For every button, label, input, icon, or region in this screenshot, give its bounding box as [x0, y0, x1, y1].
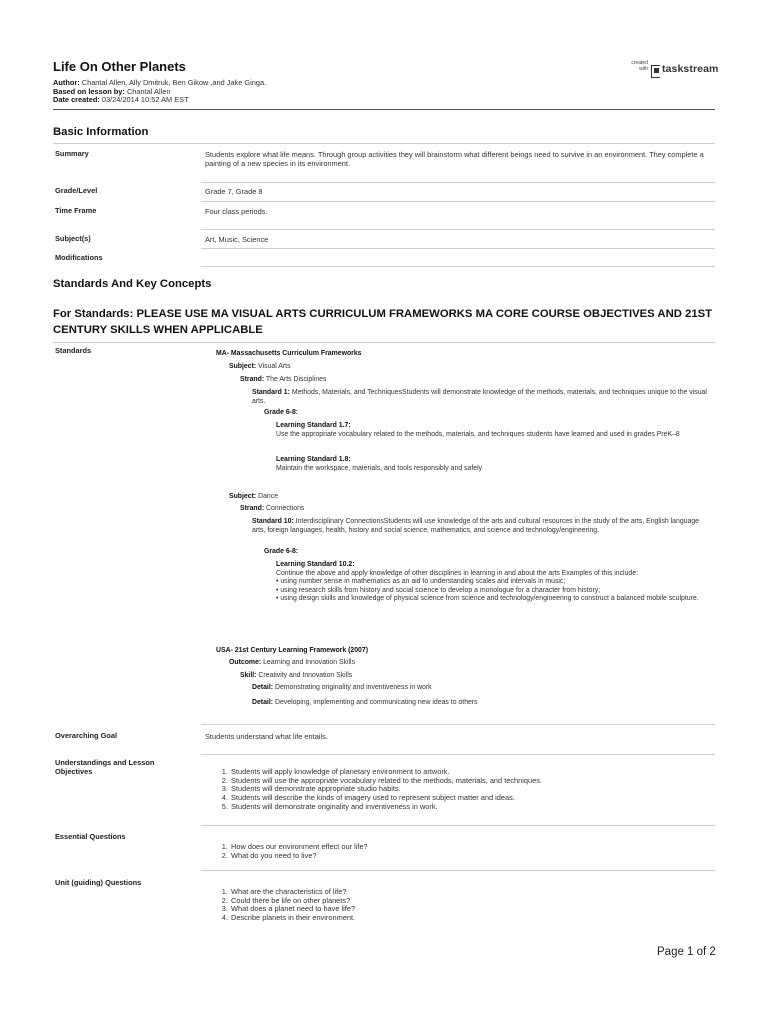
list-item: 1. Students will apply knowledge of planetary environment to artwork. [230, 768, 710, 777]
grade-range-label: Grade 6-8: [264, 548, 299, 555]
logo-with-word: with [639, 65, 648, 72]
strand-label: Strand: [240, 376, 265, 383]
row-divider [201, 754, 715, 755]
author-value: Chantal Allen, Ally Dmitruk, Ben Gikow ,and Jake Ginga. [81, 78, 267, 87]
row-divider [201, 724, 715, 725]
grade-level-label: Grade/Level [55, 186, 98, 195]
taskstream-logo [622, 61, 718, 79]
logo-brand: taskstream [662, 63, 719, 75]
ls-bullet: • using research skills from history and social science to develop a monologue for a character from history; [276, 586, 601, 594]
subject-label: Subject: [229, 493, 257, 500]
ls-label: Learning Standard 10.2: [276, 561, 355, 568]
row-divider [201, 266, 715, 267]
subject-value: Visual Arts [258, 363, 291, 370]
row-divider [201, 229, 715, 230]
ma-frameworks-title: MA- Massachusetts Curriculum Frameworks [216, 350, 362, 357]
overarching-goal-value: Students understand what life entails. [205, 732, 328, 741]
standard-value: Methods, Materials, and TechniquesStudents will demonstrate knowledge of the methods, materials, and techniques unique to the visual arts. [252, 389, 707, 405]
usa-framework-title: USA- 21st Century Learning Framework (2007) [216, 647, 369, 654]
dance-strand [240, 505, 304, 514]
date-line [53, 96, 266, 105]
usa-outcome [229, 659, 355, 668]
based-on-value: Chantal Allen [126, 86, 171, 96]
modifications-label: Modifications [55, 253, 103, 262]
row-divider [201, 248, 715, 249]
objectives-label: Understandings and Lesson Objectives [55, 758, 155, 776]
list-item: 2. Could there be life on other planets? [230, 897, 710, 906]
ls-text: Continue the above and apply knowledge of other disciplines in learning in and about the arts Examples of this include: [276, 569, 638, 577]
detail-label: Detail: [252, 699, 274, 706]
list-item: 3. Students will demonstrate appropriate studio habits. [230, 785, 710, 794]
list-item: 2. What do you need to live? [230, 852, 710, 861]
detail-label: Detail: [252, 684, 274, 691]
ls-text: Use the appropriate vocabulary related to the methods, materials, and techniques students have learned and used in grades PreK–8 [276, 430, 680, 438]
document-meta [53, 79, 266, 105]
row-divider [201, 182, 715, 183]
row-divider [201, 825, 715, 826]
list-item: 3. What does a planet need to have life? [230, 905, 710, 914]
dance-standard [252, 518, 714, 535]
basic-info-title: Basic Information [53, 126, 149, 138]
subjects-label: Subject(s) [55, 234, 91, 243]
summary-value: Students explore what life means. Through group activities they will brainstorm what different beings need to survive in an environment. They complete a painting of a new species in its environment. [205, 150, 704, 169]
overarching-goal-label: Overarching Goal [55, 731, 118, 740]
grade-range-label: Grade 6-8: [264, 409, 299, 416]
skill-value: Creativity and Innovation Skills [258, 672, 353, 679]
row-divider [201, 201, 715, 202]
ls-label: Learning Standard 1.8: [276, 456, 351, 463]
strand-value: Connections [266, 505, 305, 512]
date-label: Date created: [53, 95, 100, 105]
detail-value: Demonstrating originality and inventiveness in work [274, 684, 432, 691]
standard-value: Interdisciplinary ConnectionsStudents will use knowledge of the arts and cultural resources in the study of the arts, English language arts, foreign languages, health, history and social science, mathematics, and science and technology/engineering. [252, 518, 700, 534]
section-divider [53, 143, 715, 144]
row-divider [201, 870, 715, 871]
ls-label: Learning Standard 1.7: [276, 422, 351, 429]
learning-standard-1-8 [276, 456, 716, 473]
skill-label: Skill: [240, 672, 257, 679]
date-value: 03/24/2014 10:52 AM EST [101, 95, 189, 105]
header-divider [53, 109, 715, 110]
detail-value: Developing, implementing and communicating new ideas to others [274, 699, 478, 706]
list-item: 4. Students will describe the kinds of imagery used to represent subject matter and ideas. [230, 794, 710, 803]
usa-skill [240, 672, 352, 681]
learning-standard-1-7 [276, 422, 716, 439]
list-item: 5. Students will demonstrate originality and inventiveness in work. [230, 803, 710, 812]
outcome-value: Learning and Innovation Skills [263, 659, 356, 666]
usa-detail-1 [252, 684, 432, 693]
summary-label: Summary [55, 149, 89, 158]
unit-questions-list [206, 888, 710, 923]
time-frame-value: Four class periods. [205, 207, 268, 216]
dance-subject [229, 493, 278, 502]
logo-created-word: created [631, 60, 648, 66]
learning-standard-10-2 [276, 561, 716, 604]
outcome-label: Outcome: [229, 659, 262, 666]
ls-bullet: • using number sense in mathematics as an aid to understanding scales and intervals in music; [276, 578, 566, 586]
time-frame-label: Time Frame [55, 206, 97, 215]
standards-heading: For Standards: PLEASE USE MA VISUAL ARTS CURRICULUM FRAMEWORKS MA CORE COURSE OBJECTIVES AND 21ST CENTURY SKILLS WHEN APPLICABLE [53, 308, 713, 336]
visual-arts-strand [240, 376, 326, 385]
logo-created-text [622, 61, 648, 72]
usa-detail-2 [252, 699, 478, 708]
essential-questions-label: Essential Questions [55, 832, 126, 841]
visual-arts-subject [229, 363, 291, 372]
taskstream-mark-icon [651, 65, 660, 78]
section-divider [53, 342, 715, 343]
strand-label: Strand: [240, 505, 265, 512]
standards-section-title: Standards And Key Concepts [53, 278, 212, 290]
unit-questions-label: Unit (guiding) Questions [55, 878, 142, 887]
subject-value: Dance [258, 493, 279, 500]
subjects-value: Art, Music, Science [205, 235, 269, 244]
strand-value: The Arts Disciplines [265, 376, 327, 383]
visual-arts-standard [252, 389, 712, 406]
subject-label: Subject: [229, 363, 257, 370]
list-item: 1. How does our environment effect our life? [230, 843, 710, 852]
list-item: 2. Students will use the appropriate vocabulary related to the methods, materials, and techniques. [230, 777, 710, 786]
standard-label: Standard 10: [252, 518, 294, 525]
list-item: 1. What are the characteristics of life? [230, 888, 710, 897]
ls-bullet: • using design skills and knowledge of physical science from science and technology/engineering to construct a balanced mobile sculpture. [276, 595, 699, 603]
based-on-label: Based on lesson by: [53, 86, 125, 96]
standards-label: Standards [55, 346, 92, 355]
essential-questions-list [206, 843, 710, 860]
document-title: Life On Other Planets [53, 59, 186, 74]
standard-label: Standard 1: [252, 389, 290, 396]
grade-level-value: Grade 7, Grade 8 [205, 187, 263, 196]
objectives-list [206, 768, 710, 812]
ls-text: Maintain the workspace, materials, and tools responsibly and safely [276, 464, 483, 472]
page-number: Page 1 of 2 [657, 946, 716, 958]
author-label: Author: [53, 78, 80, 87]
list-item: 4. Describe planets in their environment. [230, 914, 710, 923]
